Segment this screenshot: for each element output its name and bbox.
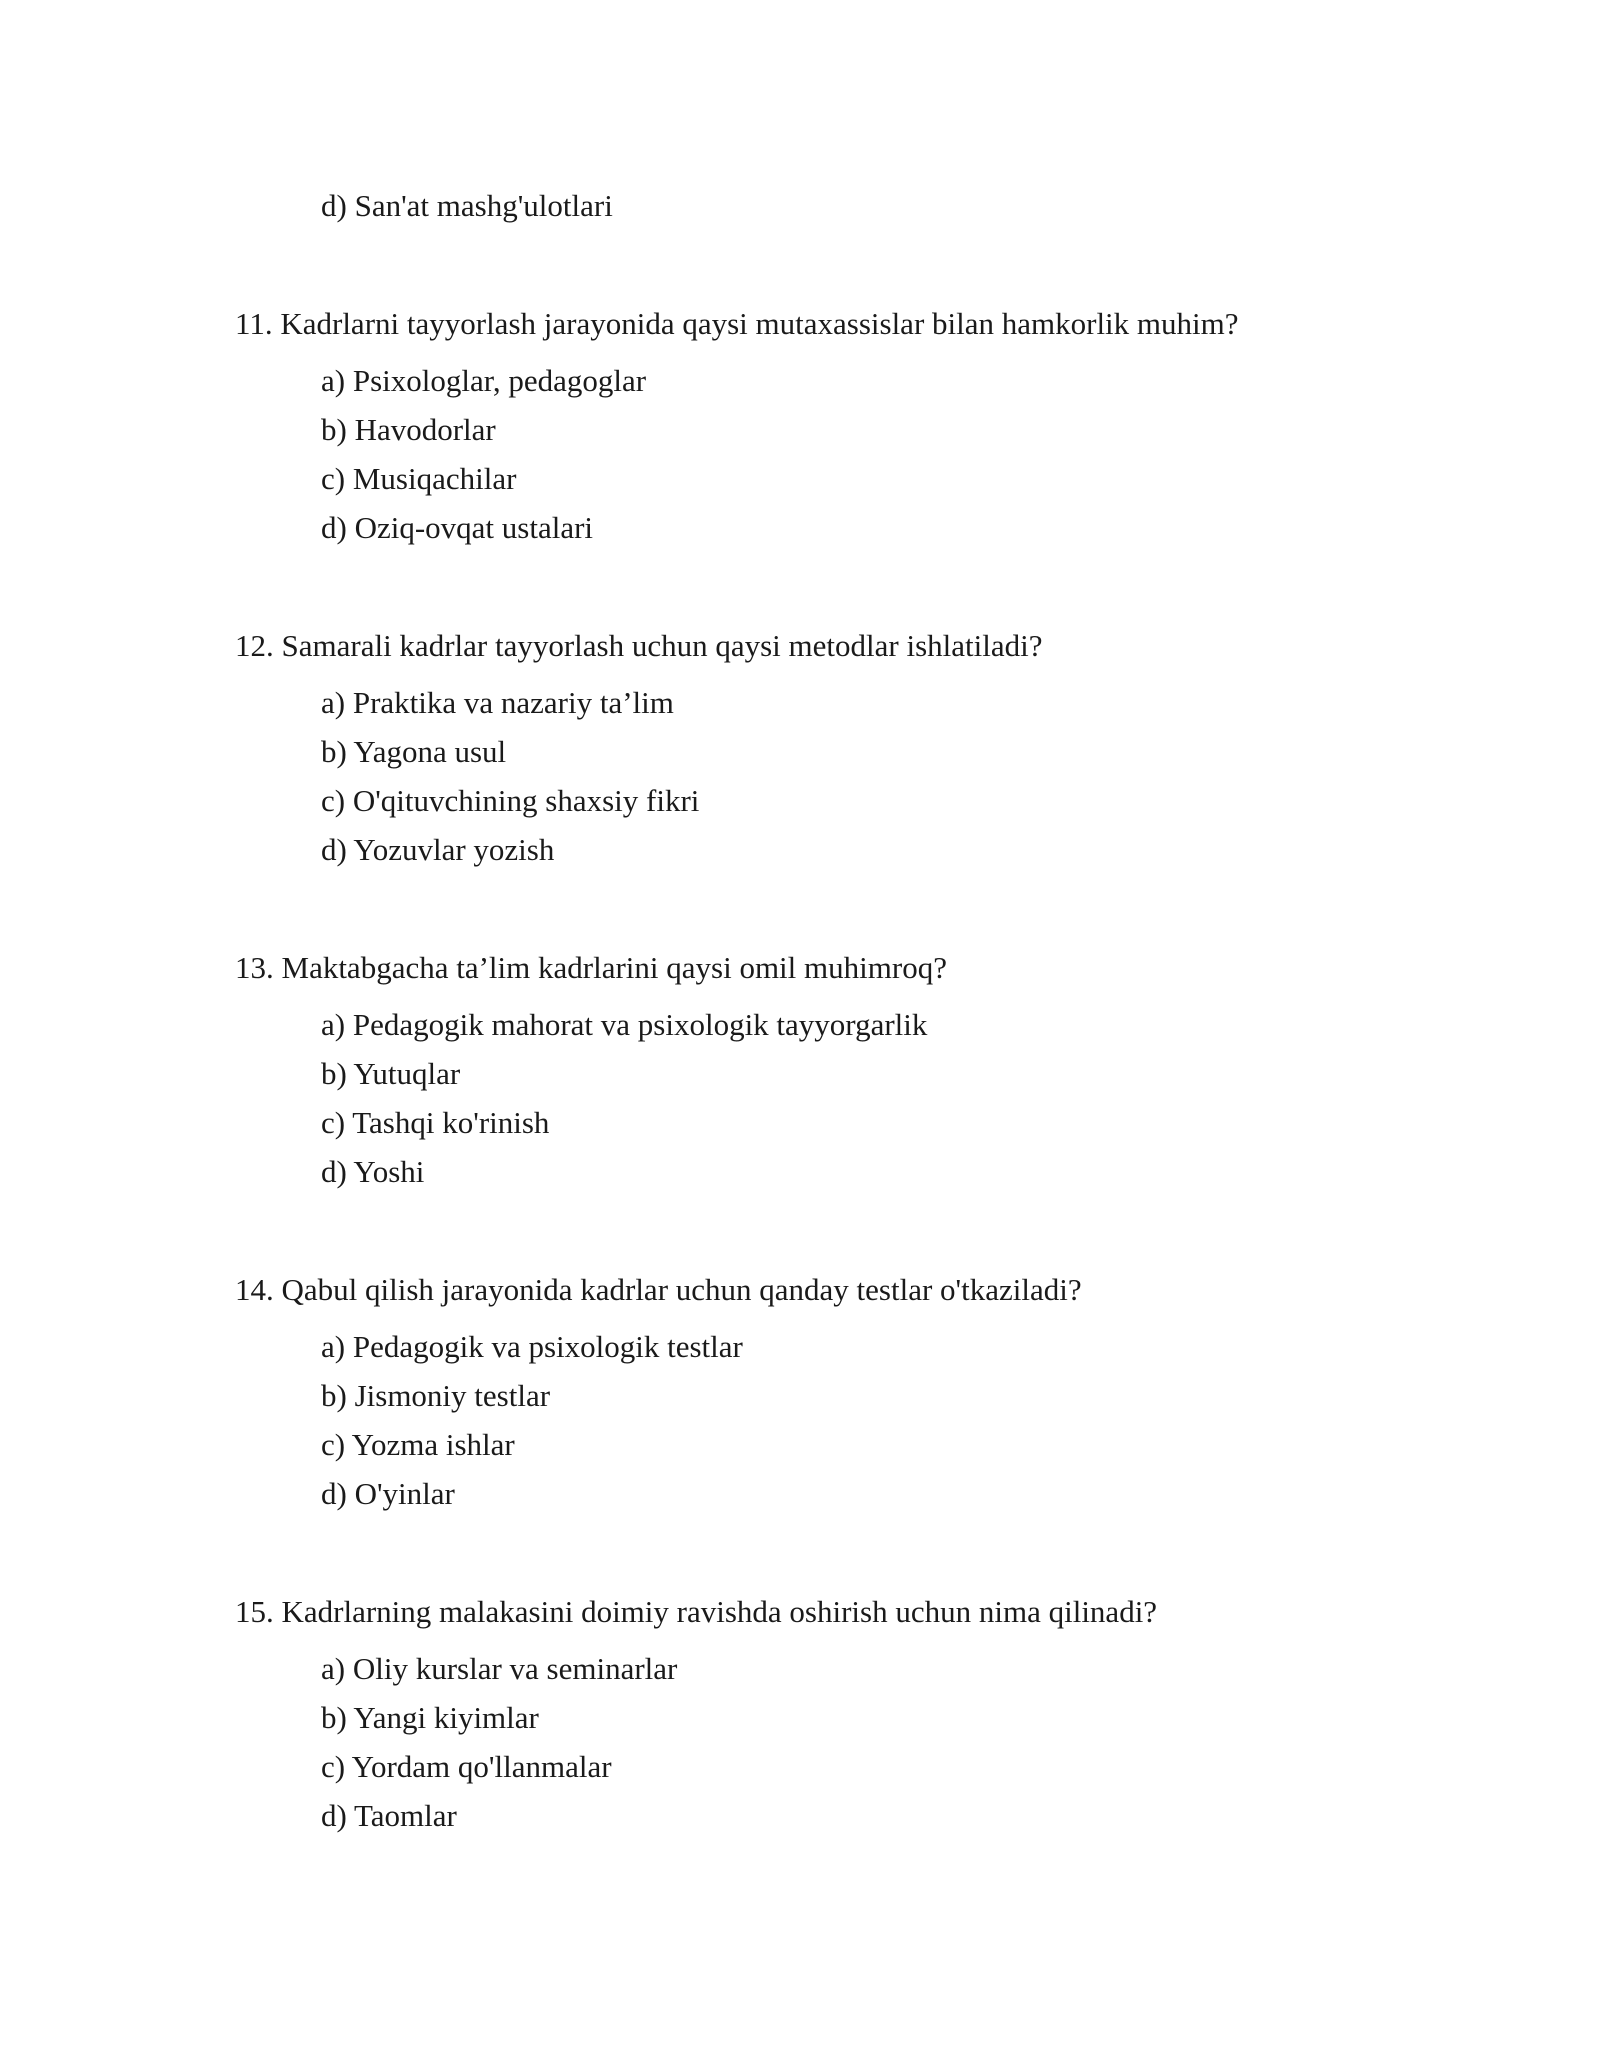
- question-14-option-c: c) Yozma ishlar: [321, 1427, 515, 1462]
- question-13-option-b: b) Yutuqlar: [321, 1056, 461, 1091]
- question-14-option-b: b) Jismoniy testlar: [321, 1378, 551, 1413]
- question-15: 15. Kadrlarning malakasini doimiy ravishda oshirish uchun nima qilinadi?: [235, 1594, 1158, 1629]
- leading-option: d) San'at mashg'ulotlari: [321, 188, 613, 223]
- question-15-option-a: a) Oliy kurslar va seminarlar: [321, 1651, 678, 1686]
- question-11: 11. Kadrlarni tayyorlash jarayonida qaysi mutaxassislar bilan hamkorlik muhim?: [235, 306, 1239, 341]
- question-15-option-b: b) Yangi kiyimlar: [321, 1700, 539, 1735]
- question-11-option-c: c) Musiqachilar: [321, 461, 517, 496]
- question-15-option-d: d) Taomlar: [321, 1798, 457, 1833]
- question-11-option-d: d) Oziq-ovqat ustalari: [321, 510, 594, 545]
- question-13-option-d: d) Yoshi: [321, 1154, 425, 1189]
- question-13: 13. Maktabgacha ta’lim kadrlarini qaysi omil muhimroq?: [235, 950, 947, 985]
- question-14-option-a: a) Pedagogik va psixologik testlar: [321, 1329, 743, 1364]
- question-11-option-a: a) Psixologlar, pedagoglar: [321, 363, 647, 398]
- question-12: 12. Samarali kadrlar tayyorlash uchun qaysi metodlar ishlatiladi?: [235, 628, 1043, 663]
- question-12-option-d: d) Yozuvlar yozish: [321, 832, 555, 867]
- question-14-option-d: d) O'yinlar: [321, 1476, 455, 1511]
- question-12-option-c: c) O'qituvchining shaxsiy fikri: [321, 783, 700, 818]
- question-12-option-a: a) Praktika va nazariy ta’lim: [321, 685, 674, 720]
- question-14: 14. Qabul qilish jarayonida kadrlar uchun qanday testlar o'tkaziladi?: [235, 1272, 1082, 1307]
- question-15-option-c: c) Yordam qo'llanmalar: [321, 1749, 612, 1784]
- question-11-option-b: b) Havodorlar: [321, 412, 496, 447]
- question-13-option-c: c) Tashqi ko'rinish: [321, 1105, 550, 1140]
- question-12-option-b: b) Yagona usul: [321, 734, 507, 769]
- question-13-option-a: a) Pedagogik mahorat va psixologik tayyorgarlik: [321, 1007, 928, 1042]
